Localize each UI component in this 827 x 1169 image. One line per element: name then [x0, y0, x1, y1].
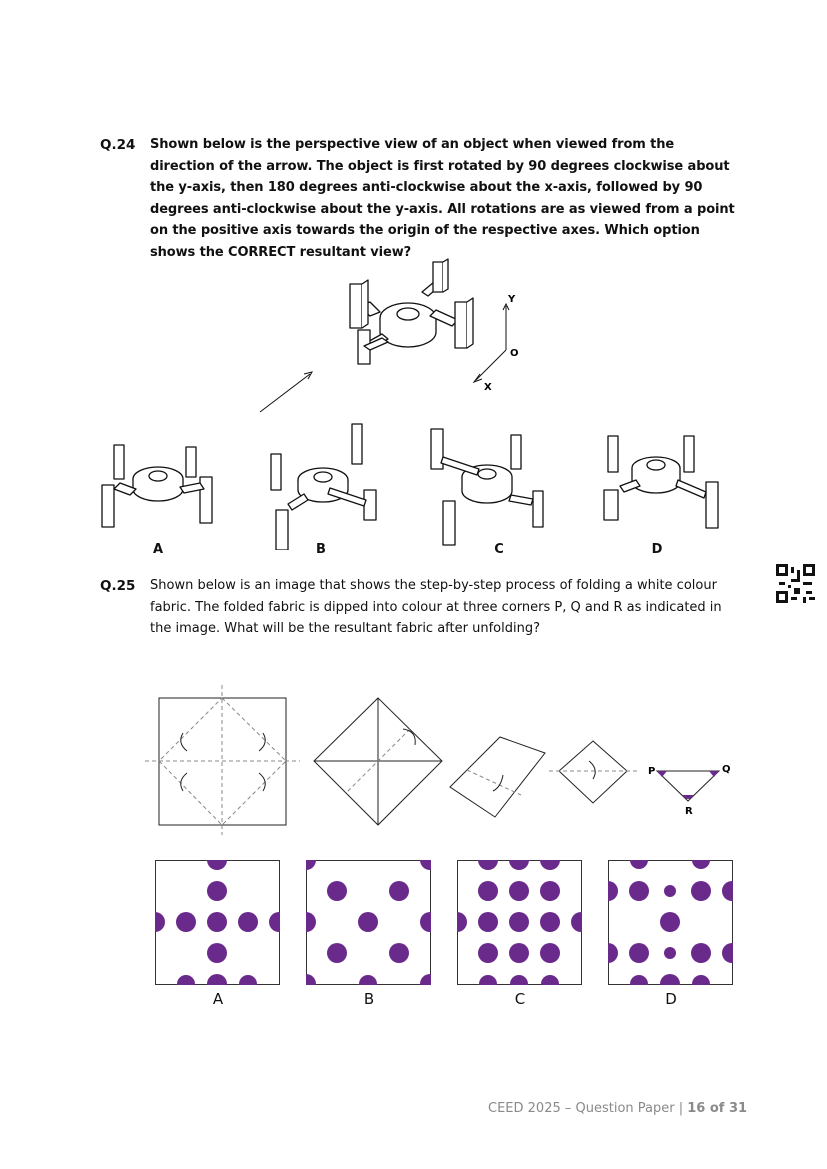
- q25-option-d-label: D: [665, 990, 677, 1008]
- q24-option-d-label: D: [651, 542, 663, 557]
- footer-page-number: 16 of 31: [687, 1101, 748, 1116]
- q24-number: Q.24: [100, 137, 136, 153]
- corner-r-label: R: [685, 806, 693, 817]
- corner-p-label: P: [648, 766, 656, 777]
- y-axis-label: Y: [508, 294, 516, 305]
- footer-title: CEED 2025 – Question Paper |: [488, 1101, 684, 1116]
- q25-option-b-label: B: [363, 990, 375, 1008]
- q25-option-c-label: C: [514, 990, 526, 1008]
- q24-option-c-label: C: [494, 542, 504, 557]
- q24-option-d-figure: [598, 432, 728, 532]
- q24-question-text: Shown below is the perspective view of an object when viewed from the direction of the arrow. The object is first rotated by 90 degrees clockwise about the y-axis, then 180 degrees anti-clockwise about the x-axis, followed by 90 degrees anti-clockwise about the y-axis. All rotations are as viewed from a point on the positive axis towards the origin of the respective axes. Which option shows the CORRECT resultant view?: [150, 137, 735, 260]
- corner-q-label: Q: [722, 764, 731, 775]
- q25-option-c-figure: [457, 860, 582, 985]
- q25-folding-steps: [145, 685, 745, 835]
- q25-option-a-label: A: [212, 990, 224, 1008]
- q24-option-b-label: B: [316, 542, 326, 557]
- q24-option-a-label: A: [152, 542, 164, 557]
- q24-view-arrow: [260, 374, 310, 412]
- q25-option-b-figure: [306, 860, 431, 985]
- q24-option-a-figure: [100, 435, 225, 535]
- q24-option-c-figure: [425, 425, 555, 550]
- x-axis-label: X: [484, 382, 492, 393]
- q24-main-object: [250, 250, 530, 420]
- page-footer: [488, 1101, 747, 1116]
- qr-code: [776, 564, 815, 603]
- q25-option-a-figure: [155, 860, 280, 985]
- q25-number: Q.25: [100, 578, 136, 594]
- q24-option-b-figure: [268, 420, 393, 550]
- origin-label: O: [510, 348, 519, 359]
- q25-option-d-figure: [608, 860, 733, 985]
- q25-question-text: Shown below is an image that shows the step-by-step process of folding a white colour fabric. The folded fabric is dipped into colour at three corners P, Q and R as indicated in the image. What will be the resultant fabric after unfolding?: [150, 578, 722, 636]
